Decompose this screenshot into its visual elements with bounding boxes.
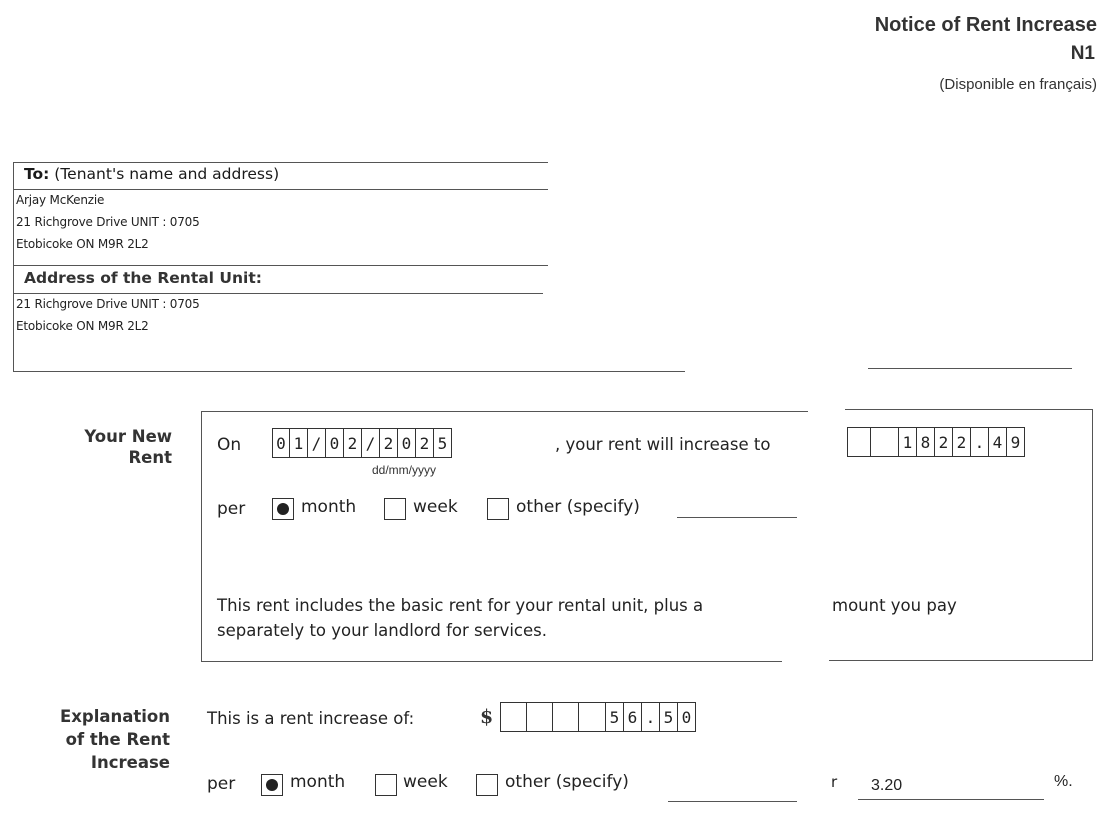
increase-amount-field[interactable]: 5 6 . 5 0 (500, 702, 696, 732)
tenant-city: Etobicoke ON M9R 2L2 (16, 237, 149, 251)
per-month-label-2: month (290, 772, 346, 792)
other-specify-line-2[interactable] (668, 801, 797, 802)
tenant-heading: To: (Tenant's name and address) (24, 165, 280, 183)
increase-amount-label: This is a rent increase of: (207, 709, 415, 728)
checked-dot-icon (266, 779, 278, 791)
per-month-label: month (301, 497, 357, 517)
tenant-street: 21 Richgrove Drive UNIT : 0705 (16, 215, 200, 229)
rental-unit-city: Etobicoke ON M9R 2L2 (16, 319, 149, 333)
section-label-explanation: Explanation of the Rent Increase (59, 707, 170, 772)
french-availability-note: (Disponible en français) (939, 76, 1097, 93)
dollar-sign: $ (480, 706, 494, 728)
form-title: Notice of Rent Increase (874, 14, 1097, 36)
per-week-label-2: week (403, 772, 448, 792)
rent-includes-text-1b: mount you pay (832, 596, 957, 615)
or-fragment: r (831, 773, 838, 791)
per-other-label: other (specify) (516, 497, 640, 517)
new-rent-amount-field[interactable]: 1 8 2 2 . 4 9 (847, 427, 1025, 457)
per-week-checkbox-2[interactable] (375, 774, 397, 796)
per-other-checkbox[interactable] (487, 498, 509, 520)
increase-to-text: , your rent will increase to (555, 435, 771, 454)
per-label: per (217, 499, 246, 519)
rent-includes-text-1a: This rent includes the basic rent for your rental unit, plus a (217, 596, 704, 615)
per-month-checkbox[interactable] (272, 498, 294, 520)
percent-sign: %. (1054, 773, 1073, 790)
section-label-new-rent: Your New Rent (84, 427, 172, 467)
other-specify-line[interactable] (677, 517, 797, 518)
rent-includes-text-2: separately to your landlord for services. (217, 621, 547, 640)
per-other-label-2: other (specify) (505, 772, 629, 792)
per-label-2: per (207, 774, 236, 794)
form-code: N1 (1070, 43, 1095, 64)
per-week-checkbox[interactable] (384, 498, 406, 520)
checked-dot-icon (277, 503, 289, 515)
on-label: On (217, 435, 242, 455)
rental-unit-address[interactable] (16, 293, 200, 337)
per-other-checkbox-2[interactable] (476, 774, 498, 796)
date-format-hint: dd/mm/yyyy (372, 463, 437, 477)
percent-underline (858, 799, 1044, 800)
percent-increase-value[interactable]: 3.20 (871, 777, 903, 794)
tenant-name: Arjay McKenzie (16, 193, 105, 207)
rental-unit-street: 21 Richgrove Drive UNIT : 0705 (16, 297, 200, 311)
per-week-label: week (413, 497, 458, 517)
tenant-address[interactable] (16, 189, 200, 255)
per-month-checkbox-2[interactable] (261, 774, 283, 796)
rental-unit-heading: Address of the Rental Unit: (24, 269, 262, 287)
effective-date-field[interactable]: 0 1 / 0 2 / 2 0 2 5 (272, 428, 452, 458)
